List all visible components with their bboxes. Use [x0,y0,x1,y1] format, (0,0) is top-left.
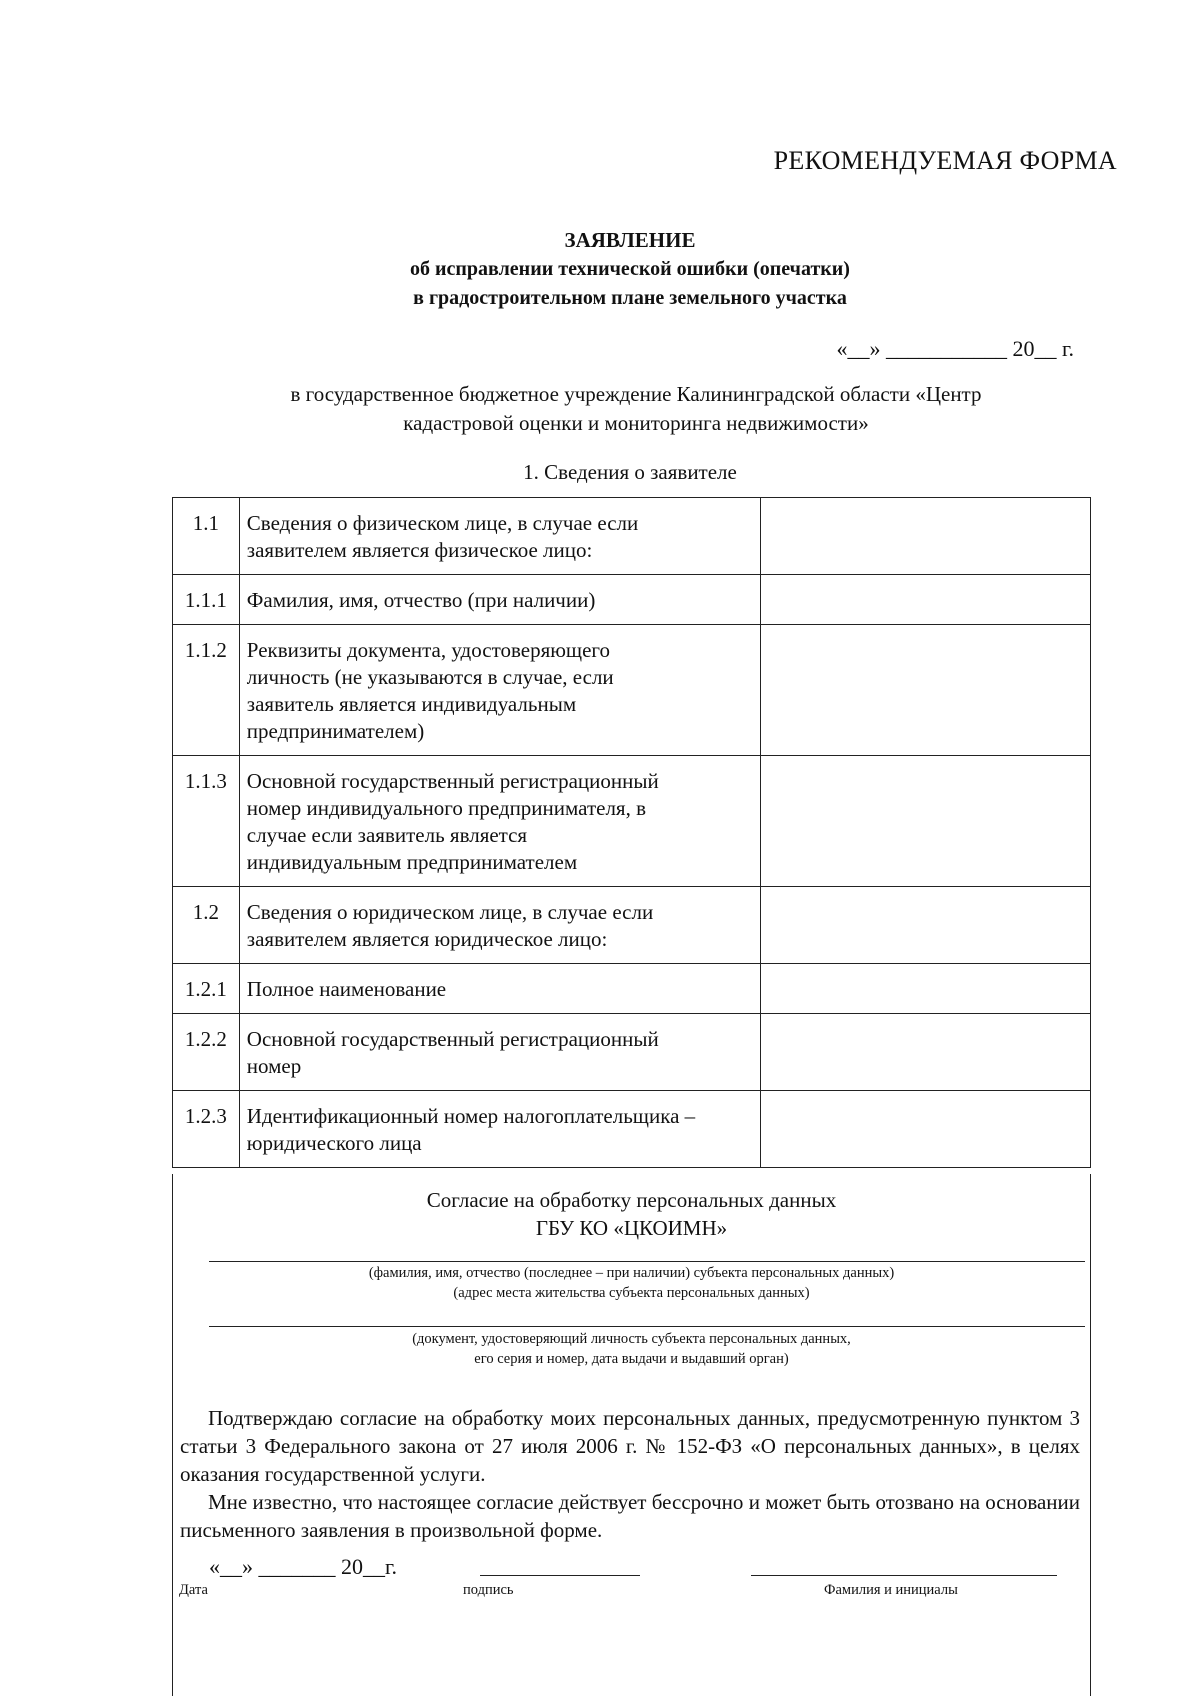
row-label-line: заявителем является юридическое лицо: [246,927,608,951]
row-label-line: номер [246,1054,302,1078]
consent-title-line2: ГБУ КО «ЦКОИМН» [535,1216,728,1240]
row-label-line: Идентификационный номер налогоплательщика – [246,1104,696,1128]
row-label-line: Реквизиты документа, удостоверяющего [246,638,611,662]
row-label-line: случае если заявитель является [246,823,528,847]
row-label-line: заявителем является физическое лицо: [246,538,593,562]
row-value-field[interactable] [761,756,1091,887]
caption-document-line1: (документ, удостоверяющий личность субъекта персональных данных, [412,1331,851,1347]
row-value-field[interactable] [761,1014,1091,1091]
consent-paragraph-1: Подтверждаю согласие на обработку моих персональных данных, предусмотренную пунктом 3 статьи 3 Федерального закона от 27 июля 2006 г. № 152-ФЗ «О персональных данных», в целях оказания государственной услуги. [180,1406,1080,1486]
row-label-line: Фамилия, имя, отчество (при наличии) [246,588,596,612]
row-label [239,756,760,887]
document-subtitle-line1: об исправлении технической ошибки (опечатки) [410,258,850,280]
row-value-field[interactable] [761,1091,1091,1168]
row-label [239,575,760,625]
consent-title-line1: Согласие на обработку персональных данных [426,1188,837,1212]
caption-document-line2: его серия и номер, дата выдачи и выдавший орган) [474,1351,789,1367]
consent-text [180,1404,1080,1544]
signature-field[interactable] [480,1575,640,1576]
applicant-info-table [172,497,1091,1168]
row-label-line: индивидуальным предпринимателем [246,850,578,874]
row-label-line: заявитель является индивидуальным [246,692,577,716]
table-row [173,887,1091,964]
row-label [239,625,760,756]
document-subtitle-line2: в градостроительном плане земельного участка [413,287,847,309]
row-label-line: Основной государственный регистрационный [246,1027,659,1051]
document-title: ЗАЯВЛЕНИЕ [564,228,696,252]
subject-name-address-field[interactable] [209,1261,1085,1262]
consent-paragraph-2: Мне известно, что настоящее согласие действует бессрочно и может быть отозвано на основании письменного заявления в произвольной форме. [180,1490,1080,1542]
document-title-block [0,226,1200,313]
row-label [239,887,760,964]
row-value-field[interactable] [761,625,1091,756]
consent-title [173,1186,1090,1242]
row-label-line: Сведения о физическом лице, в случае если [246,511,639,535]
row-label [239,964,760,1014]
subject-document-caption [173,1329,1090,1369]
caption-name-line: (фамилия, имя, отчество (последнее – при наличии) субъекта персональных данных) [368,1265,895,1281]
row-number: 1.1.3 [173,756,240,887]
table-row [173,498,1091,575]
addressee [186,380,1086,438]
full-name-initials-label: Фамилия и инициалы [824,1582,958,1598]
row-label [239,1014,760,1091]
table-row [173,1091,1091,1168]
table-row [173,575,1091,625]
table-row [173,1014,1091,1091]
row-number: 1.2.3 [173,1091,240,1168]
row-label-line: Сведения о юридическом лице, в случае если [246,900,654,924]
table-row [173,625,1091,756]
row-value-field[interactable] [761,887,1091,964]
row-value-field[interactable] [761,498,1091,575]
row-value-field[interactable] [761,964,1091,1014]
addressee-line1: в государственное бюджетное учреждение Калининградской области «Центр [290,382,982,406]
subject-document-field[interactable] [209,1326,1085,1327]
full-name-initials-field[interactable] [751,1575,1057,1576]
addressee-line2: кадастровой оценки и мониторинга недвижимости» [403,411,869,435]
row-number: 1.2 [173,887,240,964]
table-row [173,756,1091,887]
row-label-line: Полное наименование [246,977,447,1001]
table-row [173,964,1091,1014]
section-applicant-title: 1. Сведения о заявителе [523,460,737,484]
date-label: Дата [179,1582,208,1598]
row-label-line: предпринимателем) [246,719,425,743]
row-label [239,1091,760,1168]
row-number: 1.2.1 [173,964,240,1014]
consent-section [172,1174,1091,1696]
subject-name-caption [173,1263,1090,1303]
row-label [239,498,760,575]
application-date-field[interactable]: «__» ___________ 20__ г. [836,336,1074,361]
caption-address-line: (адрес места жительства субъекта персональных данных) [453,1285,810,1301]
row-value-field[interactable] [761,575,1091,625]
row-label-line: личность (не указываются в случае, если [246,665,614,689]
signature-label: подпись [463,1582,514,1598]
row-label-line: номер индивидуального предпринимателя, в [246,796,646,820]
recommended-form-label: РЕКОМЕНДУЕМАЯ ФОРМА [773,146,1117,175]
row-label-line: юридического лица [246,1131,422,1155]
row-number: 1.1.2 [173,625,240,756]
consent-date-field[interactable]: «__» _______ 20__г. [209,1554,398,1579]
row-number: 1.1 [173,498,240,575]
row-label-line: Основной государственный регистрационный [246,769,659,793]
row-number: 1.2.2 [173,1014,240,1091]
row-number: 1.1.1 [173,575,240,625]
